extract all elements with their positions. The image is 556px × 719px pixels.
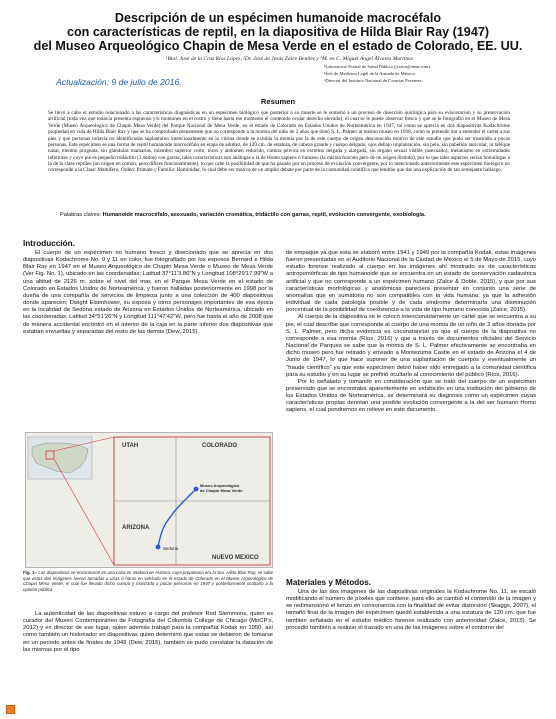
label-colorado: COLORADO [202, 443, 237, 449]
title-line-3: del Museo Arqueológico Chapin de Mesa Verde en el estado de Colorado, EE. UU. [33, 39, 523, 53]
methods-paragraph-1: Una de las dos imágenes de las diapositivas originales la Kodachrome No. 11, se escaló modificando el número de píxeles que contiene, para ello se cambió el contenido de la imagen y se redimensionó el lienzo en consonancia con la finalidad de evitar distorsión (Skaggs, 2007), el tamaño final de la imagen del espécimen quedó establecida a una estatura de 120 cm. que fue también señalado en el estudio médico forense realizado con anterioridad (Zalce, 2015). Se procedió también a realizar el trazado en una de las imágenes sobre el contorno del [286, 589, 536, 631]
label-sedona: Sedona [163, 546, 179, 551]
right-paragraph-2: Al cuerpo de la diapositiva se le colocó intencionadamente un cartel que se encuentra a su pie, el cual describe que corresponde al cuerpo de una momia de un niño de 2 años donada por S. L. Palmer, pero dicha evidencia es circunstancial ya que el cuerpo de la diapositiva no corresponde a esa momia (Ríos, 2016) y que a través de documentos oficiales del Servicio Nacional de Parques se sabe que la momia de S. L. Palmer efectivamente se encontraba en dicho museo pero fue retirado y enviado a Montezuma Castle en el estado de Arizona el 4 de Junio de 1947, lo que hace suponer de una suplantación de cuerpos y eventualmente un "fraude científico" ya que este espécimen debió haber sido entregado a la comunidad científica para su estudio y en su lugar se prefirió ocultarlo al conocimiento del público (Ríos, 2016). [286, 314, 536, 378]
right-paragraph-3: Por lo señalado y tomando en consideración que se trató del cuerpo de un espécimen preservado que se encontraba aparentemente en exhibición en una institución del gobierno de los Estados Unidos de Norteamérica, se determinará su diagnosis como un espécimen cuyas características propias denotan una posible evolución convergente a la del ser humano Homo sapiens, el cual pondremos en relieve en este documento. [286, 378, 536, 414]
caption-label: Fig. 1.- [23, 570, 38, 575]
update-date: Actualización: 9 de julio de 2016. [56, 77, 182, 87]
page-marker-icon [6, 705, 15, 714]
right-column [286, 250, 536, 415]
intro-column-top [23, 250, 273, 336]
keywords [60, 212, 510, 219]
intro-heading: Introducción. [23, 239, 75, 248]
paper-title [24, 11, 532, 53]
label-nuevo-mexico: NUEVO MEXICO [212, 555, 259, 561]
intro-paragraph-2: La autenticidad de las diapositivas estuvo a cargo del profesor Rod Slemmons, quien es curador del Museo Contemporáneo de Fotografía del Columbia College de Chicago (MoCP's, 2012) y ex director de ese lugar, quien además trabajó para la compañía Kodak en 1950, así como también un historiador en diapositivas quien determinó que estas se debieron de tomarse en un periodo antes de finales de 1949 (Dew, 2015), también se pudo constatar la datación de las mismas por el tipo [23, 611, 273, 653]
museum-marker [194, 487, 199, 492]
label-arizona: ARIZONA [122, 525, 150, 531]
label-museum-2: de Chapin Mesa Verde [200, 488, 243, 493]
label-utah: UTAH [122, 443, 139, 449]
affiliation-3: ³Director del Instituto Nacional de Ciencias Forenses. [324, 77, 423, 83]
intro-column-bottom [23, 611, 273, 654]
right-paragraph-1: de empaque ya que esta se elaboró entre 1941 y 1949 por la compañía Kodak, estas imágenes fueron presentadas en el Auditorio Nacional de la Ciudad de México el 5 de Mayo de 2015, cuyo estudio forense realizado al cuerpo en las imágenes ahí mostrado es de características antropomórficas de tipo humanoide que se encuentra en un estado de conservación cadavérica artificial y que no corresponde a un espécimen humano (Zalce & Doble, 2015), y que por sus características morfológicas y anatómicas pareciera presentar en conjunto una serie de anomalías que en sumatoria no son compatibles con la vida humana, ya que la adhesión individual de cada patología posible y de cada síndrome determinaría una disminución porcentual de la posibilidad de coexistencia a la vida de tipo humano conocida (Zalce, 2015). [286, 250, 536, 314]
abstract-heading: Resumen [260, 97, 296, 106]
intro-paragraph-1: El cuerpo de un espécimen no humano fresco y disecionado que se aprecia en dos diapositivas Kodachrome No. 9 y 11 en color, fue fotografiado por los esposos Bernard e Hilda Blair Ray en 1947 en el Museo Arqueológico de Chapin Mesa Verde o Museo de Mesa Verde (Ver Fig. No. 1), ubicado en las coordenadas; Latitud 37°11'3.86"N y Longitud 108°29'17.99"W a una altitud de 2126 m. sobre el nivel del mar, en el Parque Mesa Verde en el estado de Colorado en Estados Unidos de Norteamérica, y fueron halladas posteriormente en 1998 por la dueña de una compañía de servicios de limpieza junto a una colección de 400 diapositivas donde aparecen; Dwight Eisenhower, su esposa y otros personajes importantes de esa época en la localidad de Sedona estado de Arizona en Estados Unidos de Norteamérica, ubicado en las coordenadas; Latitud 34°51'26"N y Longitud 111°47'42"W, pero fue hasta el año de 2008 que de manera accidental encontró en el interior de la caja en la parte inferior dos diapositivas que estaban envueltas y separadas del resto de las demás (Dew, 2015). [23, 250, 273, 335]
methods-heading: Materiales y Métodos. [286, 578, 372, 587]
sedona-marker [156, 545, 161, 550]
title-line-1: Descripción de un espécimen humanoide macrocéfalo [114, 11, 442, 25]
affiliation-1: ¹Laboratorio Estatal de Salud Pública (jcsrios@msn.com). [324, 64, 432, 69]
keywords-label: Palabras claves: [60, 212, 102, 218]
label-museum-1: Museo Arqueológico [200, 483, 240, 488]
caption-text: Las diapositivas se encontraron en una casa en Sedona en Arizona, cuya propietaria era la Sra. Hilda Blair Ray, se sabe que estas dos imágenes fueron tomadas a unas 6 horas en vehículo en el estado de Colorado en el Museo Arqueológico de Chapin Mesa Verde, el cual fue llevado dicho cuerpo y mostrado a pocas personas en 1947 y posteriormente ocultarlo a la opinión pública. [23, 570, 273, 592]
author-list: ¹Biol. José de la Cruz Ríos López, ²Dr. José de Jesús Zalce Benítez y ³M. en C. Miguel Ángel Álvarez Martínez. [165, 56, 415, 62]
methods-column [286, 589, 536, 632]
affiliation-2: ²Jefe de Medicina Legal de la Armada de México. [324, 70, 416, 76]
keywords-text: Humanoide macrocéfalo, asexuado, variación cromática, tridáctilo con garras, reptil, evolución convergente, exobiología. [102, 212, 426, 218]
figure-caption [23, 570, 273, 592]
figure-map [25, 432, 273, 568]
abstract-body: Se llevó a cabo el estudio relacionado a las características diagnósticas en un espécimen biológico que posterior a su muerte se le sometió a un proceso de disección quirúrgica para su evisceración y su preservación artificial (toda vez que todavía presenta espuenso y/o montones en el rostro y tiene hasta ese momento el contenido ocular derecho elevado), el cual se le puede observar fresco y que se le fotografió en el Museo de Mesa Verde (Museo Arqueológico de Chapin Mesa Verde) del Parque Nacional de Mesa Verde, en el estado de Colorado en Estados Unidos de Norteamérica en 1947, tal como se aprecia en dos diapositivas Kodachrome propiedad en vida de Hilda Blair Ray y que se ha comprobado plenamente que no corresponde a la momia del niño de 2 años que donó S. L. Palmer al mismo museo en 1938, como lo pretende dar a entender el cartel a sus pies y que personas todavía no identificadas suplantaron intencionalmente en la vitrina donde se exhibía la momia por la de este cuerpo de origen desconocido motivo de este estudio que pudo ser mostrado a pocas personas. Este espécimen es una forma de reptil humanoide macrocéfalo en etapa de adultez, de 120 cm. de estatura, de cabeza grande y cuerpo delgado, ojos debajo implantación, sin pelo, sin pabellón auricular, ni tabique nasal, mentón prognata, sin glándulas mamarias, miembro superior corto, tórax y abdomen reducido, cintura pélvica en extremo delgada y alargada, sin órgano sexual visible (asexuado), melanismo en extremidades inferiores y cuyo pie es pequeño tridáctilo (3 dedos) con garras, tales características son análogas a la de Homo sapiens o humano (la misma función pero de un origen distinto), por lo que tales aspectos serían homólogas a la de la clase reptiles (un origen en común, pero difiere funcionalmente), lo que cabe la posibilidad de que ha pasado por un proceso de evolución convergente, por lo mencionado anteriormente este espécimen biológico no corresponde a la Clase: Mamífero, Orden: Primate y Familia: Hominidae, lo cual debe ser motivo de un amplio debate por parte de la comunidad científica que tendrán que dar una explicación de tan semejante hallazgo. [48, 110, 510, 174]
map-graphic [26, 433, 273, 568]
title-line-2: con características de reptil, en la diapositiva de Hilda Blair Ray (1947) [66, 25, 490, 39]
affiliations [324, 64, 494, 84]
